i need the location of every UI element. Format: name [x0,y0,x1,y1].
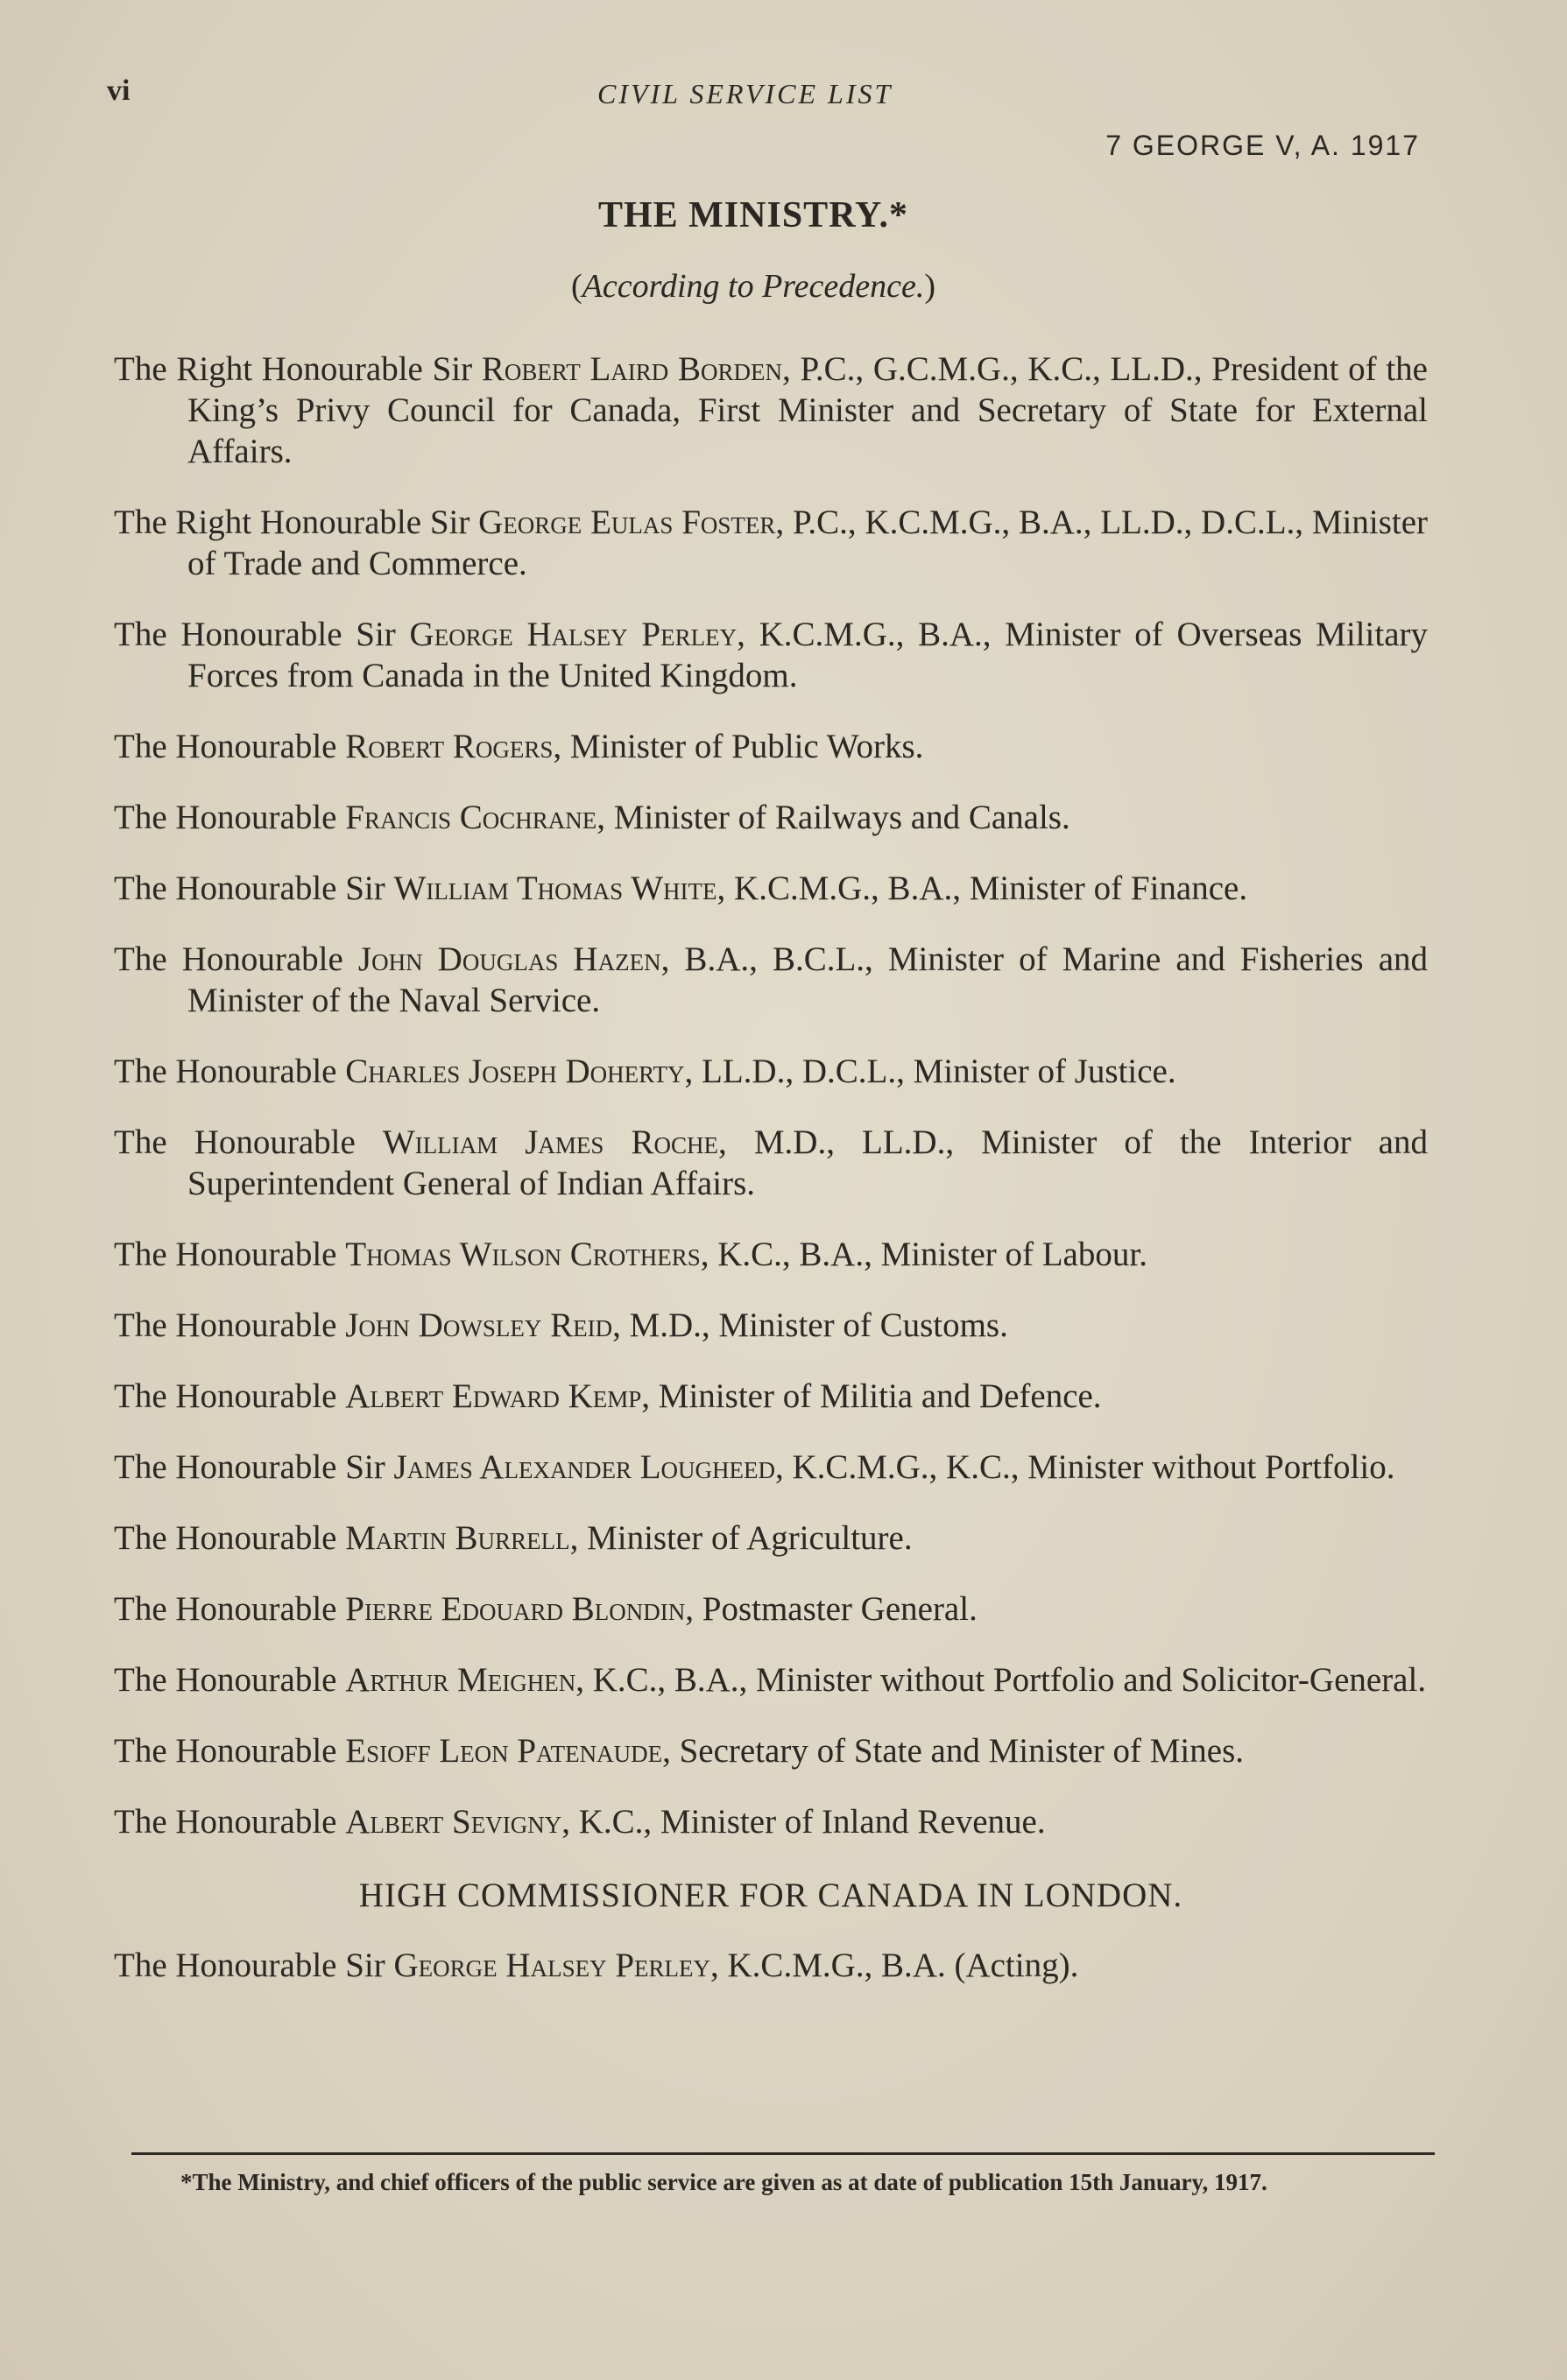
entry-details: , B.A., B.C.L., Minister of Marine and Fisheries and Minister of the Naval Service. [187,940,1429,1019]
entry-prefix: The Honourable [114,1732,346,1770]
entry-details: , Minister of Militia and Defence. [641,1377,1102,1415]
minister-name: Thomas Wilson Crothers [345,1236,701,1273]
minister-entry [114,1122,1428,1204]
entry-prefix: The Honourable Sir [114,1947,394,1984]
entry-prefix: The Honourable [114,799,346,836]
minister-name: Albert Sevigny [345,1803,562,1841]
session-line: 7 GEORGE V, A. 1917 [1105,130,1420,161]
entry-details: , K.C.M.G., B.A. (Acting). [710,1947,1079,1984]
entry-details: , K.C., Minister of Inland Revenue. [561,1803,1046,1841]
entry-prefix: The Honourable Sir [114,616,410,653]
entry-prefix: The Right Honourable Sir [114,350,482,388]
high-commissioner-entry [114,1945,1428,1986]
subtitle: (According to Precedence.) [570,268,936,305]
footnote-rule [131,2152,1435,2155]
minister-entry [114,1447,1428,1488]
page-number: vi [107,74,131,107]
minister-name: George Eulas Foster [478,503,776,541]
entry-details: , LL.D., D.C.L., Minister of Justice. [684,1053,1176,1090]
entry-prefix: The Honourable Sir [114,870,394,907]
high-commissioner-heading: HIGH COMMISSIONER FOR CANADA IN LONDON. [358,1877,1183,1914]
minister-name: John Douglas Hazen [357,940,661,978]
entry-details: , Minister of Public Works. [553,728,924,765]
entry-details: , Secretary of State and Minister of Mines. [662,1732,1245,1770]
minister-name: George Halsey Perley [409,616,738,653]
minister-name: George Halsey Perley [393,1947,711,1984]
journal-title: CIVIL SERVICE LIST [597,78,893,109]
minister-name: Charles Joseph Doherty [345,1053,685,1090]
minister-name: Esioff Leon Patenaude [345,1732,663,1770]
minister-entry [114,1730,1428,1771]
entry-prefix: The Honourable [114,1519,346,1557]
minister-entry [114,349,1428,472]
entry-prefix: The Honourable [114,1661,346,1699]
entry-list [114,349,1428,1842]
minister-entry [114,1801,1428,1842]
running-head [107,74,1438,118]
entry-details: , P.C., G.C.M.G., K.C., LL.D., President of the King’s Privy Council for Canada, First Minister and Secretary of State for External Affairs. [187,350,1428,470]
entry-prefix: The Honourable [114,1803,346,1841]
entry-details: , M.D., Minister of Customs. [612,1306,1008,1344]
entry-details: , P.C., K.C.M.G., B.A., LL.D., D.C.L., Minister of Trade and Commerce. [187,503,1429,582]
minister-entry [114,502,1428,584]
minister-entry [114,1659,1428,1701]
entry-prefix: The Honourable [114,1236,346,1273]
entry-prefix: The Honourable [114,940,358,978]
entry-details: , Postmaster General. [685,1590,978,1628]
entry-details: , K.C.M.G., B.A., Minister of Finance. [716,870,1248,907]
minister-name: Albert Edward Kemp [345,1377,642,1415]
page-title: THE MINISTRY.* [597,195,909,236]
entry-prefix: The Honourable [114,1123,383,1161]
entry-details: , K.C., B.A., Minister without Portfolio and Solicitor-General. [575,1661,1427,1699]
minister-name: James Alexander Lougheed [393,1448,776,1486]
entry-details: , Minister of Railways and Canals. [596,799,1070,836]
minister-entry [114,1305,1428,1346]
entry-prefix: The Honourable Sir [114,1448,394,1486]
entry-prefix: The Honourable [114,1377,346,1415]
minister-name: Robert Rogers [345,728,554,765]
minister-name: William Thomas White [393,870,717,907]
minister-name: William James Roche [382,1123,719,1161]
entry-prefix: The Honourable [114,1306,346,1344]
entry-details: , K.C.M.G., K.C., Minister without Portfolio. [775,1448,1395,1486]
subtitle-text: According to Precedence. [582,268,925,305]
minister-name: Francis Cochrane [345,799,597,836]
minister-name: Pierre Edouard Blondin [345,1590,686,1628]
minister-entry [114,939,1428,1021]
footnote: *The Ministry, and chief officers of the public service are given as at date of publication 15th January, 1917. [180,2169,1267,2195]
entry-prefix: The Honourable [114,1590,346,1628]
minister-name: Arthur Meighen [345,1661,576,1699]
minister-entry [114,1517,1428,1559]
minister-entry [114,1051,1428,1092]
minister-entry [114,1376,1428,1417]
minister-name: John Dowsley Reid [345,1306,613,1344]
entry-details: , Minister of Agriculture. [569,1519,913,1557]
minister-entry [114,797,1428,838]
minister-entry [114,1234,1428,1275]
minister-name: Robert Laird Borden [481,350,783,388]
entry-details: , K.C., B.A., Minister of Labour. [700,1236,1147,1273]
entry-prefix: The Honourable [114,1053,346,1090]
minister-name: Martin Burrell [345,1519,570,1557]
entry-details: , K.C.M.G., B.A., Minister of Overseas Military Forces from Canada in the United Kingdom. [187,616,1428,694]
ministry-list [114,349,1428,2016]
entry-details: , M.D., LL.D., Minister of the Interior and Superintendent General of Indian Affairs. [187,1123,1428,1202]
minister-entry [114,726,1428,767]
entry-prefix: The Honourable [114,728,346,765]
minister-entry [114,614,1428,696]
minister-entry [114,868,1428,909]
entry-prefix: The Right Honourable Sir [114,503,479,541]
minister-entry [114,1588,1428,1630]
